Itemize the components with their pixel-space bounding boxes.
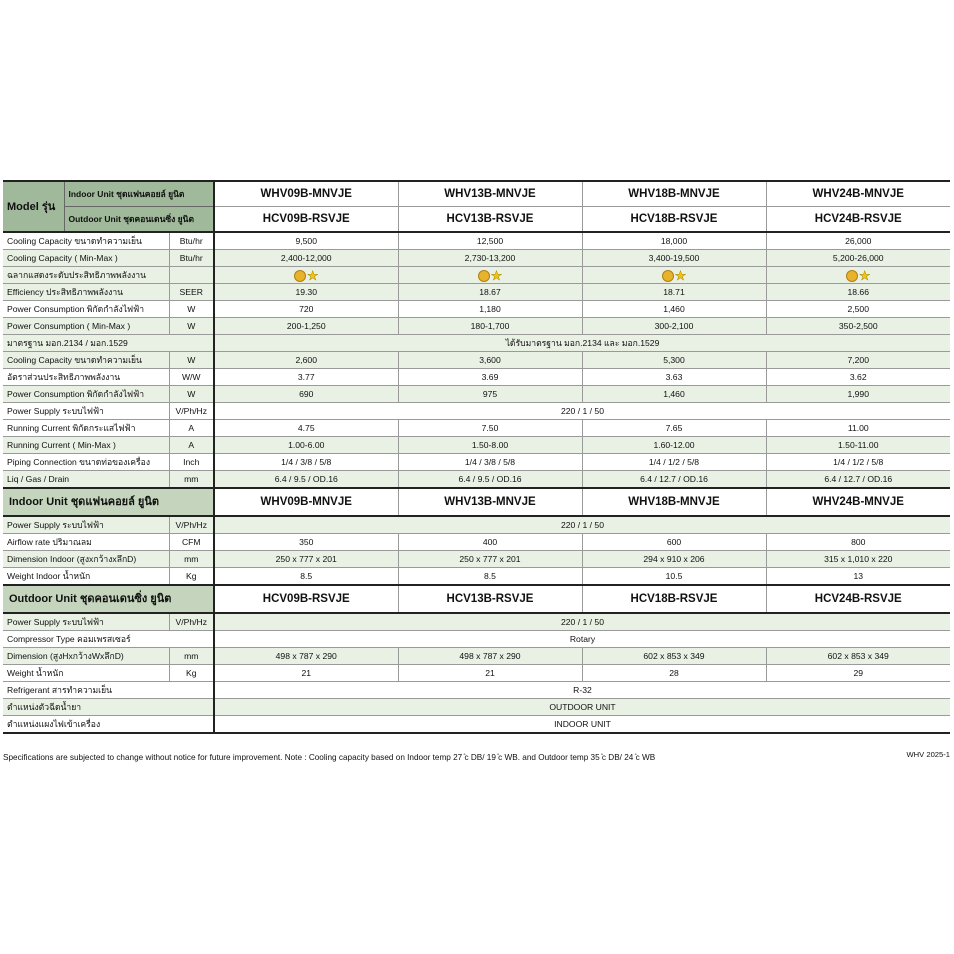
row-label: Power Supply ระบบไฟฟ้า [3, 403, 169, 420]
row-unit: Inch [169, 454, 214, 471]
table-row [3, 386, 950, 403]
table-row [3, 716, 950, 734]
outdoor-model-3: HCV18B-RSVJE [582, 585, 766, 613]
table-row [3, 682, 950, 699]
row-label: Power Consumption พิกัดกำลังไฟฟ้า [3, 386, 169, 403]
row-value: 26,000 [766, 232, 950, 250]
row-label: Power Consumption พิกัดกำลังไฟฟ้า [3, 301, 169, 318]
row-value: 3.63 [582, 369, 766, 386]
row-value-merged: 220 / 1 / 50 [214, 516, 950, 534]
indoor-model-4: WHV24B-MNVJE [766, 488, 950, 516]
outdoor-model-3: HCV18B-RSVJE [582, 207, 766, 233]
energy-no5-badge-icon [662, 270, 674, 282]
row-value: 2,400-12,000 [214, 250, 398, 267]
row-value: 5,200-26,000 [766, 250, 950, 267]
row-value: 315 x 1,010 x 220 [766, 551, 950, 568]
outdoor-model-1: HCV09B-RSVJE [214, 585, 398, 613]
row-value: 200-1,250 [214, 318, 398, 335]
row-value: 1/4 / 1/2 / 5/8 [582, 454, 766, 471]
row-value: 350-2,500 [766, 318, 950, 335]
row-unit: Btu/hr [169, 232, 214, 250]
row-label: มาตรฐาน มอก.2134 / มอก.1529 [3, 335, 214, 352]
row-unit: SEER [169, 284, 214, 301]
row-value: 18.67 [398, 284, 582, 301]
row-value: 21 [214, 665, 398, 682]
row-value: 8.5 [214, 568, 398, 586]
indoor-model-1: WHV09B-MNVJE [214, 181, 398, 207]
indoor-model-2: WHV13B-MNVJE [398, 181, 582, 207]
row-value: 498 x 787 x 290 [214, 648, 398, 665]
row-label: Cooling Capacity ขนาดทำความเย็น [3, 352, 169, 369]
row-label: Efficiency ประสิทธิภาพพลังงาน [3, 284, 169, 301]
row-value-merged: Rotary [214, 631, 950, 648]
table-row [3, 551, 950, 568]
table-row [3, 613, 950, 631]
indoor-model-3: WHV18B-MNVJE [582, 181, 766, 207]
energy-label [294, 269, 319, 282]
outdoor-model-4: HCV24B-RSVJE [766, 585, 950, 613]
outdoor-section-title: Outdoor Unit ชุดคอนเดนซิ่ง ยูนิต [3, 585, 214, 613]
star-icon: ★ [858, 268, 871, 284]
row-value-merged: INDOOR UNIT [214, 716, 950, 734]
row-value: 180-1,700 [398, 318, 582, 335]
row-label: Piping Connection ขนาดท่อของเครื่อง [3, 454, 169, 471]
row-label: Running Current พิกัดกระแสไฟฟ้า [3, 420, 169, 437]
outdoor-model-1: HCV09B-RSVJE [214, 207, 398, 233]
row-value: 7.65 [582, 420, 766, 437]
row-value: 690 [214, 386, 398, 403]
row-value: 6.4 / 12.7 / OD.16 [582, 471, 766, 489]
row-value: 3.62 [766, 369, 950, 386]
footnote: Specifications are subjected to change without notice for future improvement. Note : Cooling capacity based on Indoor temp 27 ̊c DB/ 19 ̊c WB. and Outdoor temp 35 ̊c DB/ 24 ̊c WB [3, 753, 656, 762]
row-unit: V/Ph/Hz [169, 403, 214, 420]
row-value: 18.66 [766, 284, 950, 301]
row-value: 300-2,100 [582, 318, 766, 335]
row-value: 1.50-11.00 [766, 437, 950, 454]
star-icon: ★ [490, 268, 503, 284]
row-label: Power Supply ระบบไฟฟ้า [3, 613, 169, 631]
row-unit: W [169, 318, 214, 335]
row-value: 5,300 [582, 352, 766, 369]
energy-label [662, 269, 687, 282]
row-label: Weight Indoor น้ำหนัก [3, 568, 169, 586]
table-row [3, 232, 950, 250]
row-value: 250 x 777 x 201 [214, 551, 398, 568]
energy-label-cell [582, 267, 766, 284]
table-row [3, 516, 950, 534]
table-row [3, 631, 950, 648]
indoor-section-header [3, 488, 950, 516]
table-row [3, 534, 950, 551]
indoor-model-4: WHV24B-MNVJE [766, 181, 950, 207]
row-unit: Kg [169, 665, 214, 682]
row-value: 6.4 / 12.7 / OD.16 [766, 471, 950, 489]
row-value: 7.50 [398, 420, 582, 437]
row-value: 19.30 [214, 284, 398, 301]
table-row [3, 267, 950, 284]
table-row [3, 352, 950, 369]
table-row [3, 454, 950, 471]
row-value: 720 [214, 301, 398, 318]
row-value: 602 x 853 x 349 [766, 648, 950, 665]
star-icon: ★ [674, 268, 687, 284]
row-value: 600 [582, 534, 766, 551]
row-value: 28 [582, 665, 766, 682]
row-value: 602 x 853 x 349 [582, 648, 766, 665]
row-value-merged: OUTDOOR UNIT [214, 699, 950, 716]
row-unit: Kg [169, 568, 214, 586]
table-row [3, 301, 950, 318]
row-value: 7,200 [766, 352, 950, 369]
row-value: 1.60-12.00 [582, 437, 766, 454]
spec-table [3, 180, 950, 734]
row-value: 6.4 / 9.5 / OD.16 [398, 471, 582, 489]
row-unit: W [169, 301, 214, 318]
row-value-merged: 220 / 1 / 50 [214, 613, 950, 631]
table-row [3, 437, 950, 454]
row-value: 1/4 / 1/2 / 5/8 [766, 454, 950, 471]
row-unit: A [169, 420, 214, 437]
row-unit: mm [169, 648, 214, 665]
row-value: 21 [398, 665, 582, 682]
outdoor-model-2: HCV13B-RSVJE [398, 207, 582, 233]
energy-label-cell [398, 267, 582, 284]
row-value: 1,180 [398, 301, 582, 318]
table-row [3, 665, 950, 682]
row-label: Liq / Gas / Drain [3, 471, 169, 489]
indoor-section-title: Indoor Unit ชุดแฟนคอยล์ ยูนิต [3, 488, 214, 516]
row-label: Weight น้ำหนัก [3, 665, 169, 682]
row-value: 975 [398, 386, 582, 403]
energy-label [846, 269, 871, 282]
row-value-merged: ได้รับมาตรฐาน มอก.2134 และ มอก.1529 [214, 335, 950, 352]
row-value: 8.5 [398, 568, 582, 586]
row-label: Dimension (สูงHxกว้างWxลึกD) [3, 648, 169, 665]
row-label: Cooling Capacity ( Min-Max ) [3, 250, 169, 267]
table-row [3, 471, 950, 489]
row-value: 1/4 / 3/8 / 5/8 [398, 454, 582, 471]
row-value: 1,460 [582, 301, 766, 318]
energy-no5-badge-icon [846, 270, 858, 282]
row-value: 350 [214, 534, 398, 551]
table-row [3, 369, 950, 386]
row-value: 12,500 [398, 232, 582, 250]
row-unit: W [169, 352, 214, 369]
row-label: Power Consumption ( Min-Max ) [3, 318, 169, 335]
energy-no5-badge-icon [478, 270, 490, 282]
row-label: อัตราส่วนประสิทธิภาพพลังงาน [3, 369, 169, 386]
row-label: Running Current ( Min-Max ) [3, 437, 169, 454]
row-unit: A [169, 437, 214, 454]
table-row [3, 648, 950, 665]
row-value: 2,730-13,200 [398, 250, 582, 267]
row-value: 3,600 [398, 352, 582, 369]
row-label: Compressor Type คอมเพรสเซอร์ [3, 631, 214, 648]
star-icon: ★ [306, 268, 319, 284]
indoor-model-2: WHV13B-MNVJE [398, 488, 582, 516]
row-value: 18.71 [582, 284, 766, 301]
row-value: 1.50-8.00 [398, 437, 582, 454]
row-value: 800 [766, 534, 950, 551]
document-code: WHV 2025-1 [906, 750, 950, 759]
row-value: 498 x 787 x 290 [398, 648, 582, 665]
row-unit: mm [169, 551, 214, 568]
indoor-model-3: WHV18B-MNVJE [582, 488, 766, 516]
row-unit: W [169, 386, 214, 403]
row-value: 9,500 [214, 232, 398, 250]
table-row [3, 335, 950, 352]
row-value: 6.4 / 9.5 / OD.16 [214, 471, 398, 489]
row-value: 29 [766, 665, 950, 682]
row-value: 1,460 [582, 386, 766, 403]
row-label: Cooling Capacity ขนาดทำความเย็น [3, 232, 169, 250]
row-label: Refrigerant สารทำความเย็น [3, 682, 214, 699]
row-unit: V/Ph/Hz [169, 613, 214, 631]
indoor-unit-label: Indoor Unit ชุดแฟนคอยล์ ยูนิต [64, 181, 214, 207]
row-value: 2,500 [766, 301, 950, 318]
table-row [3, 284, 950, 301]
row-value: 1,990 [766, 386, 950, 403]
spec-table-body [3, 181, 950, 733]
indoor-model-1: WHV09B-MNVJE [214, 488, 398, 516]
row-value: 4.75 [214, 420, 398, 437]
row-label: ตำแหน่งแผงไฟเข้าเครื่อง [3, 716, 214, 734]
row-value: 250 x 777 x 201 [398, 551, 582, 568]
spec-sheet [3, 180, 950, 734]
table-row [3, 699, 950, 716]
row-value: 2,600 [214, 352, 398, 369]
row-value: 1.00-6.00 [214, 437, 398, 454]
row-value: 3.69 [398, 369, 582, 386]
table-row [3, 420, 950, 437]
row-unit: W/W [169, 369, 214, 386]
row-value: 13 [766, 568, 950, 586]
row-label: Airflow rate ปริมาณลม [3, 534, 169, 551]
row-label: ตำแหน่งตัวฉีดน้ำยา [3, 699, 214, 716]
row-value: 1/4 / 3/8 / 5/8 [214, 454, 398, 471]
outdoor-unit-label: Outdoor Unit ชุดคอนเดนซิ่ง ยูนิต [64, 207, 214, 233]
energy-label [478, 269, 503, 282]
row-value: 11.00 [766, 420, 950, 437]
table-row [3, 568, 950, 586]
outdoor-model-4: HCV24B-RSVJE [766, 207, 950, 233]
row-value: 3,400-19,500 [582, 250, 766, 267]
row-label: Power Supply ระบบไฟฟ้า [3, 516, 169, 534]
row-unit [169, 267, 214, 284]
row-value: 400 [398, 534, 582, 551]
row-value: 3.77 [214, 369, 398, 386]
energy-label-cell [766, 267, 950, 284]
table-row [3, 250, 950, 267]
row-value-merged: R-32 [214, 682, 950, 699]
row-unit: Btu/hr [169, 250, 214, 267]
row-value: 10.5 [582, 568, 766, 586]
model-label: Model รุ่น [3, 181, 64, 232]
row-unit: V/Ph/Hz [169, 516, 214, 534]
row-value: 294 x 910 x 206 [582, 551, 766, 568]
row-unit: mm [169, 471, 214, 489]
row-value-merged: 220 / 1 / 50 [214, 403, 950, 420]
energy-no5-badge-icon [294, 270, 306, 282]
table-row [3, 403, 950, 420]
row-label: Dimension Indoor (สูงxกว้างxลึกD) [3, 551, 169, 568]
row-label: ฉลากแสดงระดับประสิทธิภาพพลังงาน [3, 267, 169, 284]
outdoor-section-header [3, 585, 950, 613]
outdoor-model-2: HCV13B-RSVJE [398, 585, 582, 613]
row-value: 18,000 [582, 232, 766, 250]
row-unit: CFM [169, 534, 214, 551]
table-row [3, 318, 950, 335]
energy-label-cell [214, 267, 398, 284]
